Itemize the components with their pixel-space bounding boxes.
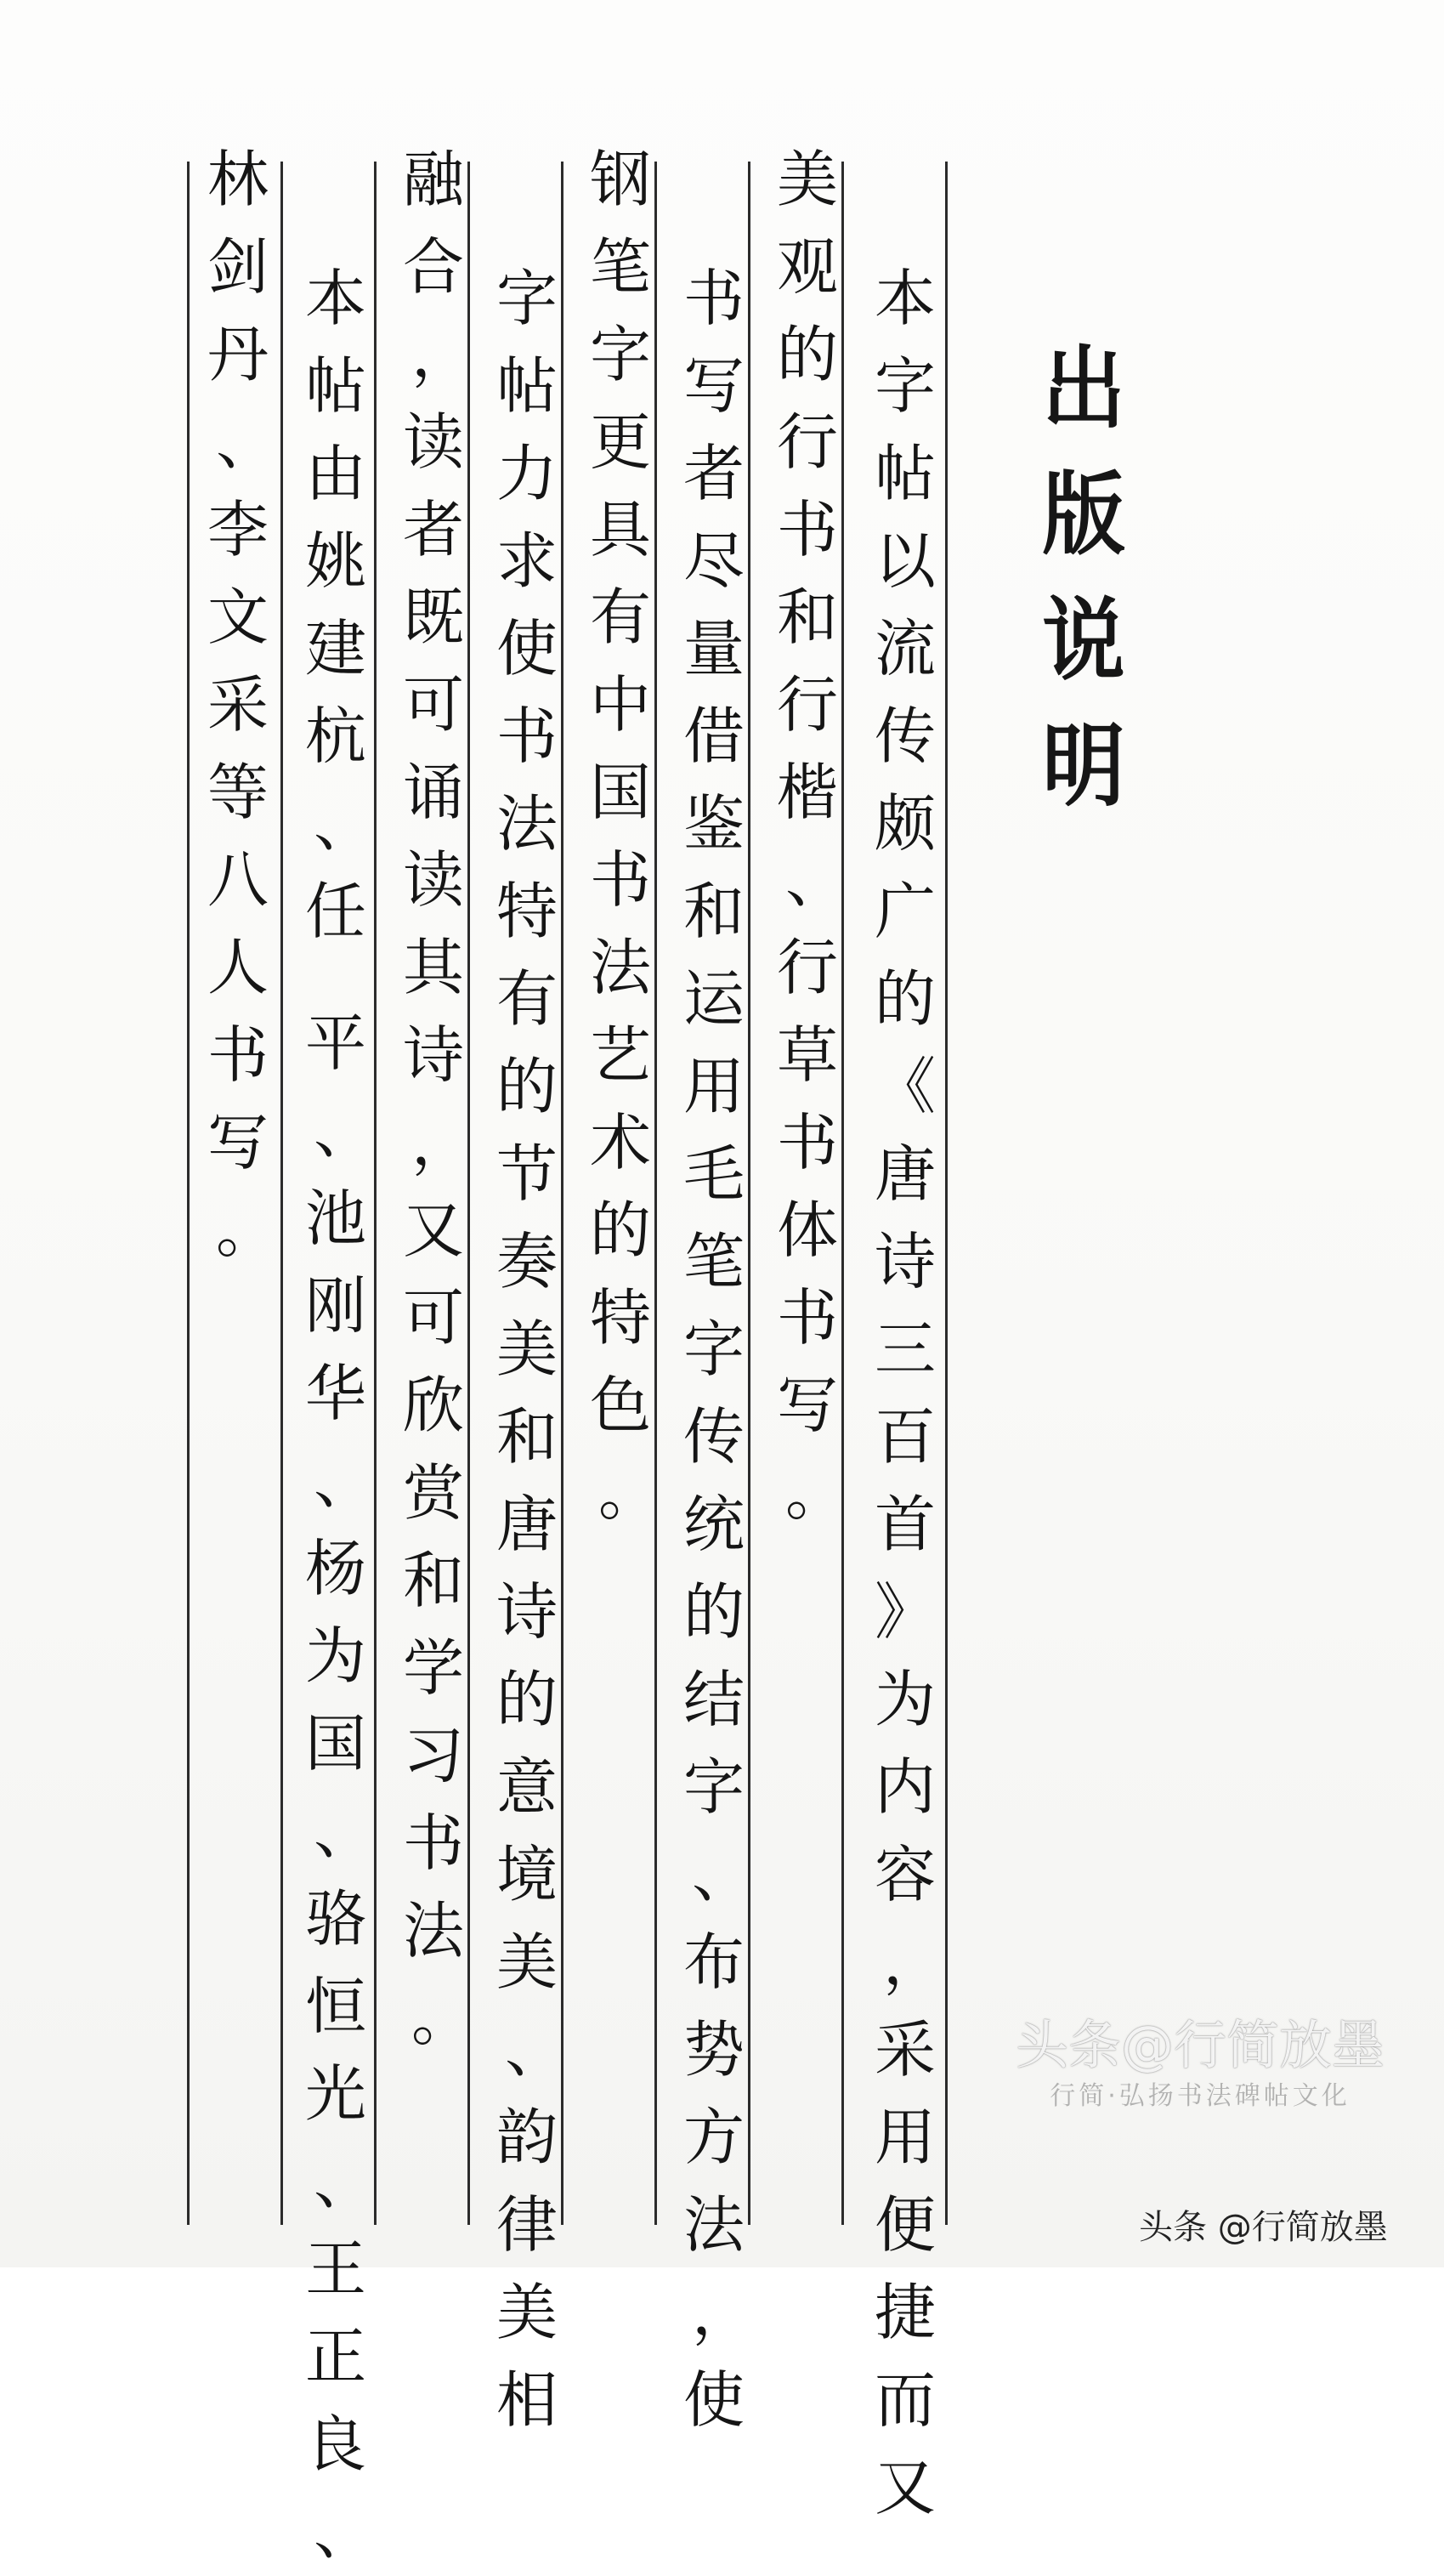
title-char: 出	[1042, 337, 1125, 441]
column-char: 诵	[402, 757, 464, 828]
column-char: 写	[207, 1107, 269, 1178]
column-char: 。	[411, 1983, 473, 2054]
column-char: 的	[495, 1051, 558, 1122]
column-char: 而	[874, 2364, 936, 2436]
column-char: ，	[883, 1926, 945, 1998]
column-char: 行	[776, 406, 838, 478]
column-rule	[187, 162, 190, 2225]
column-char: 为	[304, 1620, 366, 1692]
column-char: 帖	[874, 438, 936, 509]
column-char: 书	[776, 494, 838, 565]
column-char: 姚	[304, 525, 366, 597]
text-column	[871, 255, 945, 2532]
column-char: 由	[304, 438, 366, 509]
column-char: 习	[402, 1720, 464, 1791]
column-char: 欣	[402, 1370, 464, 1441]
column-char: 国	[589, 757, 651, 828]
column-char: 李	[207, 494, 269, 565]
column-char: 法	[402, 1895, 464, 1966]
column-char: 八	[207, 844, 269, 916]
column-char: 书	[776, 1107, 838, 1178]
column-char: 美	[495, 1926, 558, 1998]
column-char: 平	[304, 1007, 366, 1079]
column-char: 境	[495, 1839, 558, 1910]
column-char: 容	[874, 1839, 936, 1910]
column-char: 剑	[207, 231, 269, 303]
column-char: 字	[495, 263, 558, 334]
column-char: 诗	[874, 1226, 936, 1297]
column-char: 使	[682, 2364, 745, 2436]
column-char: 国	[304, 1708, 366, 1779]
column-char: 。	[785, 1457, 847, 1529]
column-char: 意	[495, 1751, 558, 1823]
column-char: 书	[589, 844, 651, 916]
column-char: 有	[589, 582, 651, 653]
column-char: 结	[682, 1664, 745, 1735]
column-char: 字	[682, 1314, 745, 1385]
column-char: 和	[776, 582, 838, 653]
column-char: 广	[874, 876, 936, 947]
column-char: 势	[682, 2014, 745, 2085]
column-char: 诗	[495, 1576, 558, 1648]
column-char: 、	[314, 2146, 376, 2217]
column-rule	[841, 162, 844, 2225]
column-char: 内	[874, 1751, 936, 1823]
column-char: 学	[402, 1632, 464, 1704]
column-char: 毛	[682, 1138, 745, 1210]
column-char: ，	[692, 2277, 754, 2348]
column-char: 更	[589, 406, 651, 478]
column-char: 中	[589, 669, 651, 740]
column-char: 者	[402, 494, 464, 565]
column-char: 。	[598, 1457, 660, 1529]
column-rule	[945, 162, 948, 2225]
column-char: 法	[682, 2189, 745, 2261]
column-char: 文	[207, 582, 269, 653]
column-char: 观	[776, 231, 838, 303]
page-title	[1028, 337, 1139, 848]
column-char: 采	[874, 2014, 936, 2085]
column-char: 良	[304, 2409, 366, 2480]
column-char: 笔	[682, 1226, 745, 1297]
column-char: 书	[495, 701, 558, 772]
column-char: 字	[682, 1751, 745, 1823]
column-char: 楷	[776, 757, 838, 828]
column-char: 使	[495, 613, 558, 684]
column-char: 刚	[304, 1270, 366, 1342]
column-char: 量	[682, 613, 745, 684]
column-char: 采	[207, 669, 269, 740]
column-char: 、	[314, 1095, 376, 1166]
watermark	[1016, 2013, 1385, 2115]
column-char: 诗	[402, 1019, 464, 1091]
column-char: 、	[314, 1796, 376, 1867]
column-char: 王	[304, 2233, 366, 2305]
column-char: 传	[874, 701, 936, 772]
column-char: 法	[589, 932, 651, 1003]
column-rule	[374, 162, 377, 2225]
column-char: 读	[402, 406, 464, 478]
column-char: 捷	[874, 2277, 936, 2348]
column-char: 流	[874, 613, 936, 684]
column-char: 法	[495, 788, 558, 860]
column-char: 书	[207, 1019, 269, 1091]
column-char: 任	[304, 876, 366, 947]
column-char: 帖	[304, 350, 366, 422]
watermark-subtitle: 行简·弘扬书法碑帖文化	[1050, 2081, 1351, 2111]
column-char: 、	[314, 2496, 376, 2567]
column-char: 力	[495, 438, 558, 509]
column-char: 唐	[874, 1138, 936, 1210]
column-char: 特	[589, 1282, 651, 1353]
column-char: 的	[589, 1194, 651, 1266]
column-char: 奏	[495, 1226, 558, 1297]
title-char: 说	[1042, 588, 1125, 693]
column-char: 书	[402, 1807, 464, 1879]
column-char: 为	[874, 1664, 936, 1735]
column-char: 便	[874, 2189, 936, 2261]
title-char: 明	[1042, 714, 1125, 819]
column-char: 华	[304, 1358, 366, 1429]
column-char: 草	[776, 1019, 838, 1091]
text-column	[399, 136, 473, 2063]
column-char: 的	[874, 963, 936, 1035]
column-char: 艺	[589, 1019, 651, 1091]
column-char: 光	[304, 2058, 366, 2130]
title-char: 版	[1042, 462, 1125, 567]
column-char: 既	[402, 582, 464, 653]
column-char: 相	[495, 2364, 558, 2436]
column-char: 、	[785, 844, 847, 916]
column-char: 帖	[495, 350, 558, 422]
column-char: 统	[682, 1489, 745, 1560]
column-char: 律	[495, 2189, 558, 2261]
column-char: 本	[304, 263, 366, 334]
column-char: 钢	[589, 144, 651, 215]
text-column	[773, 136, 847, 1537]
column-char: ，	[411, 319, 473, 390]
column-char: 具	[589, 494, 651, 565]
column-char: 节	[495, 1138, 558, 1210]
column-char: 字	[589, 319, 651, 390]
column-char: 者	[682, 438, 745, 509]
column-char: 书	[682, 263, 745, 334]
column-char: 池	[304, 1183, 366, 1254]
column-rule	[467, 162, 470, 2225]
text-column	[586, 136, 660, 1537]
column-char: 读	[402, 844, 464, 916]
column-char: 鉴	[682, 788, 745, 860]
column-char: 体	[776, 1194, 838, 1266]
column-char: 色	[589, 1370, 651, 1441]
column-char: 字	[874, 350, 936, 422]
text-column	[204, 136, 278, 1274]
column-char: 写	[682, 350, 745, 422]
column-char: 美	[495, 2277, 558, 2348]
column-char: 其	[402, 932, 464, 1003]
column-char: 求	[495, 525, 558, 597]
column-char: 唐	[495, 1489, 558, 1560]
column-char: 又	[402, 1194, 464, 1266]
column-char: 和	[402, 1545, 464, 1616]
column-char: 行	[776, 669, 838, 740]
column-rule	[654, 162, 657, 2225]
column-char: 正	[304, 2321, 366, 2392]
column-char: ，	[411, 1107, 473, 1178]
column-char: 合	[402, 231, 464, 303]
column-rule	[280, 162, 283, 2225]
column-char: 颇	[874, 788, 936, 860]
column-char: 的	[495, 1664, 558, 1735]
column-char: 特	[495, 876, 558, 947]
column-char: 有	[495, 963, 558, 1035]
column-char: 以	[874, 525, 936, 597]
column-char: 方	[682, 2102, 745, 2173]
watermark-title: 头条@行简放墨	[1016, 2014, 1385, 2076]
column-char: 丹	[207, 319, 269, 390]
column-char: 美	[776, 144, 838, 215]
column-char: 传	[682, 1401, 745, 1472]
column-char: 又	[874, 2452, 936, 2523]
column-char: 人	[207, 932, 269, 1003]
text-column	[680, 255, 754, 2444]
column-char: 尽	[682, 525, 745, 597]
column-char: 三	[874, 1314, 936, 1385]
column-char: 和	[682, 876, 745, 947]
column-char: 用	[874, 2102, 936, 2173]
column-char: 的	[776, 319, 838, 390]
column-char: 首	[874, 1489, 936, 1560]
column-char: 杨	[304, 1533, 366, 1604]
column-char: 融	[402, 144, 464, 215]
column-rule	[561, 162, 563, 2225]
column-char: 恒	[304, 1971, 366, 2042]
column-char: 。	[216, 1194, 278, 1266]
column-char: 美	[495, 1314, 558, 1385]
column-char: 韵	[495, 2102, 558, 2173]
column-char: 杭	[304, 701, 366, 772]
column-char: 林	[207, 144, 269, 215]
column-char: 赏	[402, 1457, 464, 1529]
column-char: 和	[495, 1401, 558, 1472]
column-char: 、	[314, 1445, 376, 1517]
column-char: 可	[402, 669, 464, 740]
column-char: 、	[692, 1839, 754, 1910]
column-char: 笔	[589, 231, 651, 303]
column-char: 骆	[304, 1883, 366, 1955]
column-char: 行	[776, 932, 838, 1003]
column-char: 、	[505, 2014, 567, 2085]
column-char: 的	[682, 1576, 745, 1648]
column-char: 百	[874, 1401, 936, 1472]
column-char: 运	[682, 963, 745, 1035]
column-char: 用	[682, 1051, 745, 1122]
column-char: 建	[304, 613, 366, 684]
column-char: 《	[874, 1051, 936, 1122]
column-char: 写	[776, 1370, 838, 1441]
column-char: 术	[589, 1107, 651, 1178]
column-char	[302, 956, 370, 1000]
column-char: 借	[682, 701, 745, 772]
column-char: 、	[314, 788, 376, 860]
column-char: 可	[402, 1282, 464, 1353]
column-char: 等	[207, 757, 269, 828]
column-char: 、	[216, 406, 278, 478]
text-column	[493, 255, 567, 2444]
column-char: 》	[874, 1576, 936, 1648]
footer-credit: 头条 @行简放墨	[1139, 2208, 1388, 2247]
column-char: 布	[682, 1926, 745, 1998]
text-column	[302, 255, 376, 2576]
column-char: 书	[776, 1282, 838, 1353]
column-char: 本	[874, 263, 936, 334]
